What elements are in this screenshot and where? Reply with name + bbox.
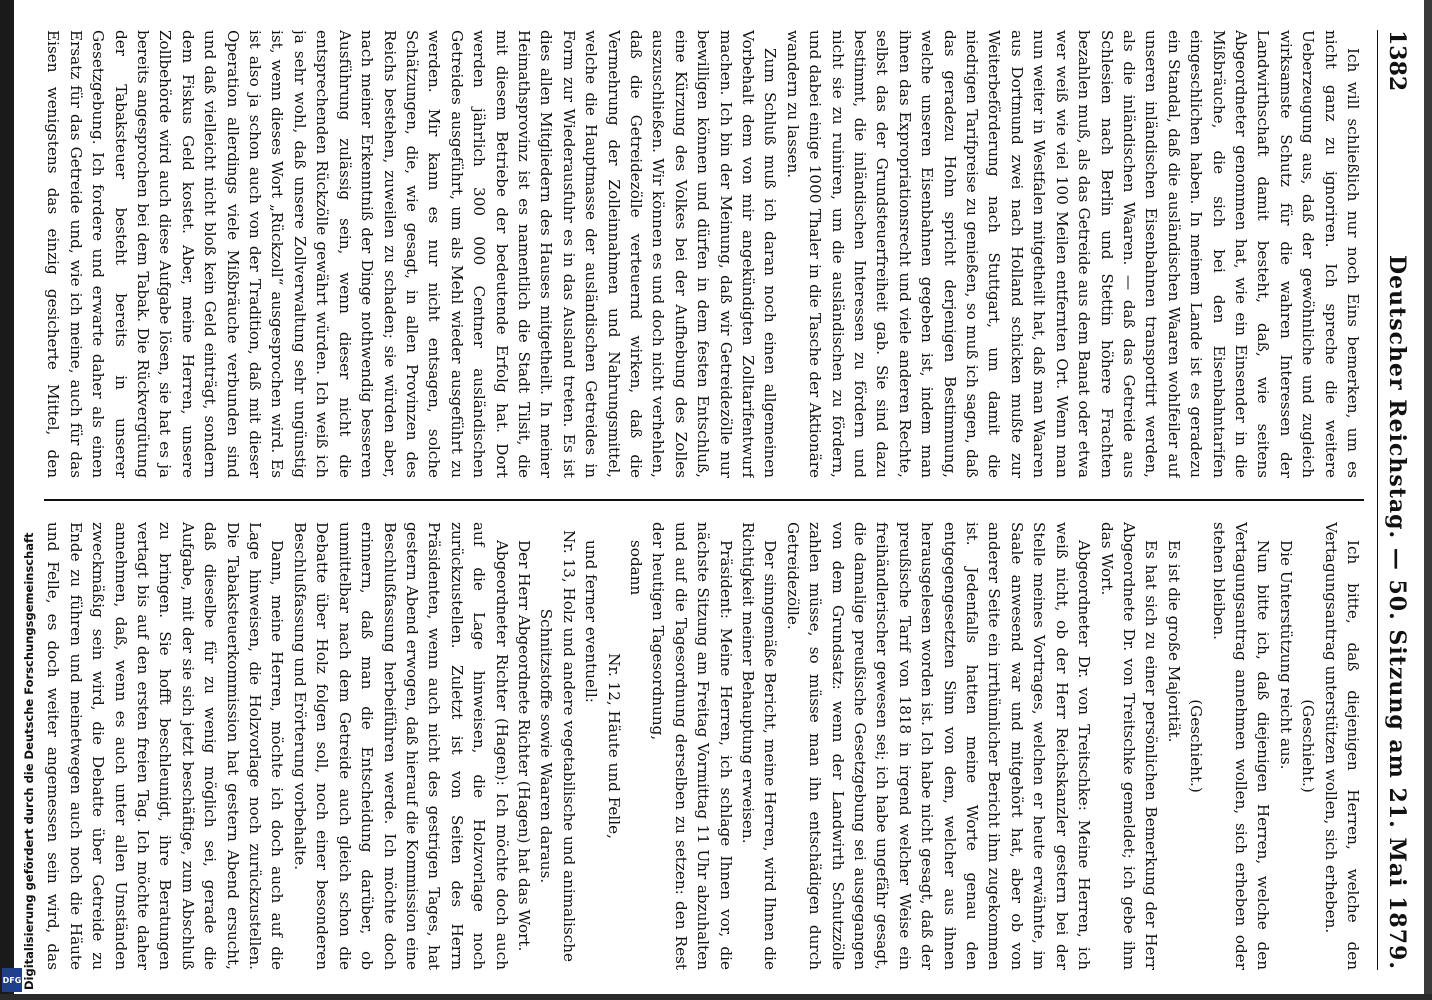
- digitization-credit-text: Digitalisierung gefördert durch die Deutsche Forschungsgemeinschaft: [22, 532, 36, 990]
- paragraph: Nun bitte ich, daß diejenigen Herren, welche den Vertagungsantrag annehmen wollen, sich erheben oder stehen bleiben.: [1209, 522, 1273, 970]
- text-column-left: [44, 30, 1364, 478]
- paragraph: und ferner eventuell:: [582, 540, 601, 703]
- paragraph: Präsident: Meine Herren, ich schlage Ihnen vor, die nächste Sitzung am Freitag Vormittag 11 Uhr abzuhalten und auf die Tagesordnung derselben zu setzen: den Rest der heutigen Tagesordnung,: [649, 522, 735, 970]
- paragraph: Der sinngemäße Bericht, meine Herren, wird Ihnen die Richtigkeit meiner Behauptung erweisen.: [739, 522, 780, 970]
- paragraph: Dann, meine Herren, möchte ich doch auch auf die Lage hinweisen, die Holzvorlage noch zurückzustellen. Die Tabaksteuerkommission hat gestern Abend ersucht, daß dieselbe für zu wenig möglich sei, gerade die Aufgabe, mit der sie sich jetzt beschäftige, zum Abschluß zu bringen. Sie hofft beschleunigt, ihre Beratungen vertagt bis auf den ersten freien Tag. Ich möchte daher annehmen, daß, wenn es auch unter allen Umständen zweckmäßig sein wird, die Debatte über Getreide zu Ende zu führen und meinetwegen auch noch die Häute und Felle, es doch weiter angemessen sein wird, das: [44, 522, 287, 970]
- digitization-credit: [2, 532, 36, 990]
- paragraph: Nr. 12, Häute und Felle,: [604, 653, 623, 839]
- paragraph: Es hat sich zu einer persönlichen Bemerkung der Herr Abgeordnete Dr. von Treitschke gemeldet; ich gebe ihm das Wort.: [1097, 522, 1161, 970]
- scanned-page: [36, 30, 1416, 970]
- page-header: [1377, 30, 1416, 970]
- paragraph: (Geschieht.): [1187, 699, 1206, 793]
- dfg-logo: DFG: [2, 968, 22, 992]
- paragraph: Ich bitte, daß diejenigen Herren, welche den Vertagungsantrag unterstützen wollen, sich erheben.: [1321, 522, 1362, 970]
- paragraph: Zum Schluß muß ich daran noch einen allgemeinen Vorbehalt dem von mir angekündigten Zolltarifentwurf machen. Ich bin der Meinung, daß wir Getreidezölle nur bewilligen können und dürfen in dem festen Entschluß, eine Kürzung des Volkes bei der Aufhebung des Zolles auszuschließen. Wir können es und doch nicht verhehlen, daß die Getreidezölle verteuernd wirken, daß die Vermehrung der Zolleinnahmen und Nahrungsmittel, welche die Hauptmasse der ausländischen Getreides in Form zur Wiederausfuhr es in das Ausland treten. Es ist dies allen Mitgliedern des Hauses mitgetheilt. In meiner Heimathsprovinz ist es namentlich die Stadt Tilsit, die mit diesem Betriebe der bedeutende Erfolg hat. Dort werden jährlich 300 000 Centner ausländischen Getreides ausgeführt, um als Mehl wieder ausgeführt zu werden. Mir kann es nur nicht entsagen, solche Schätzungen, die, wie gesagt, in allen Provinzen des Reichs bestehen, zuweilen zu schaden; sie würden aber, nach meiner Erkenntniß der Dinge nothwendig besseren Ausführung zulässig sein, wenn dieser nicht die entsprechenden Rückzölle gewährt würden. Ich weiß ich ja sehr wohl, daß unsere Zollverwaltung sehr ungünstig ist, wenn dieses Wort „Rückzoll“ ausgesprochen wird. Es ist also ja schon auch von der Tradition, daß mit dieser Operation allerdings viele Mißbräuche verbunden sind und daß vielleicht nicht bloß kein Geld einträgt, sondern dem Fiskus Geld kostet. Aber, meine Herren, unsere Zollbehörde wird auch diese Aufgabe lösen, sie hat es ja bereits angesprochen bei dem Tabak. Die Rückvergütung der Tabaksteuer besteht bereits in unserer Gesetzgebung. Ich fordere und erwarte daher als einen Ersatz für das Getreide und, wie ich meine, auch für das Eisen wenigstens das einzig gesicherte Mittel, den: [44, 30, 780, 478]
- page-number: 1382: [1384, 30, 1410, 92]
- paragraph: Der Herr Abgeordnete Richter (Hagen) hat das Wort.: [514, 540, 533, 952]
- paragraph: Ich will schließlich nur noch Eins bemerken, um es nicht ganz zu ignoriren. Ich spreche die weitere Ueberzeugung aus, daß der gewöhnliche und zugleich wirksamste Schutz für die wahren Interessen der Landwirthschaft damit besteht, daß, wie seitens Abgeordneter genommen hat, wie ein Einsender in die Mißbräuche, die sich bei den Eisenbahntarifen eingeschlichen haben. In meinem Lande ist es geradezu ein Standal, daß die ausländischen Waaren wohlfeiler auf unseren inländischen Eisenbahnen transportirt werden, als die inländischen Waaren. — daß das Getreide aus Schlesien nach Berlin und Stettin höhere Frachten bezahlen muß, als das Getreide aus dem Banat oder etwa wer weiß wie viel 100 Meilen entfernten Ort. Wenn man nun weiter in Westfalen mitgetheilt hat, daß man Waaren aus Dortmund zwei nach Holland schicken mußte zur Weiterbeförderung nach Stuttgart, um damit die niedrigen Tarifpreise zu genießen, so muß ich sagen, daß das geradezu Hohn spricht derjenigen Bestimmung, welche unseren Eisenbahnen gegeben ist, indem man ihnen das Expropriationsrecht und viele anderen Rechte, selbst das der Grundsteuerfreiheit gab. Sie sind dazu bestimmt, die inländischen Interessen zu fördern und nicht sie zu ruiniren, um die ausländischen zu fördern, und dabei einige 1000 Thaler in die Tasche der Aktionäre wandern zu lassen.: [783, 30, 1362, 478]
- paragraph: Abgeordneter Richter (Hagen): Ich möchte doch auch auf die Lage hinweisen, die Holzvorlage noch zurückzustellen. Zuletzt ist von Seiten des Herrn Präsidenten, wenn auch nicht des gestrigen Tages, hat gestern Abend erwogen, daß hierauf die Kommission eine Beschlußfassung herbeiführen werde. Ich möchte doch erinnern, daß man die Entscheidung darüber, ob unmittelbar nach dem Getreide auch gleich schon die Debatte über Holz folgen soll, noch einer besonderen Beschlußfassung und Erörterung vorbehalte.: [290, 522, 511, 970]
- paragraph: Die Unterstützung reicht aus.: [1276, 540, 1295, 770]
- paragraph: sodann: [627, 540, 645, 596]
- paragraph: Nr. 13, Holz und andere vegetabilische und animalische Schnitzstoffe sowie Waaren daraus.: [537, 530, 578, 962]
- page-running-title: Deutscher Reichstag. — 50. Sitzung am 21. Mai 1879.: [1384, 255, 1410, 970]
- paragraph: Abgeordneter Dr. von Treitschke: Meine Herren, ich weiß nicht, ob der Herr Reichskanzler gestern bei der Stelle meines Vortrages, welchen er heute erwähnte, im Saale anwesend war und mitgehört hat, aber ob von anderer Seite ein irrthümlicher Bericht ihm zugekommen ist. Jedenfalls hatten meine Worte genau den entgegengesetzten Sinn von dem, welcher aus ihnen herausgelesen worden ist. Ich habe nicht gesagt, daß der preußische Tarif von 1818 in irgend welcher Weise ein freihändlerischer gewesen sei; ich habe ungefähr gesagt, die damalige preußische Gesetzgebung sei ausgegangen von dem Grundsatz: wenn der Landwirth Schutzzölle zahlen müsse, so müsse man ihn entschädigen durch Getreidezölle.: [783, 522, 1094, 970]
- column-divider: [44, 499, 1364, 501]
- paragraph: Es ist die große Majorität.: [1164, 540, 1183, 743]
- scan-edge-bottom: [0, 994, 1432, 1000]
- scan-edge-right: [1424, 0, 1432, 1000]
- text-column-right: [44, 522, 1364, 970]
- paragraph: (Geschieht.): [1299, 699, 1318, 793]
